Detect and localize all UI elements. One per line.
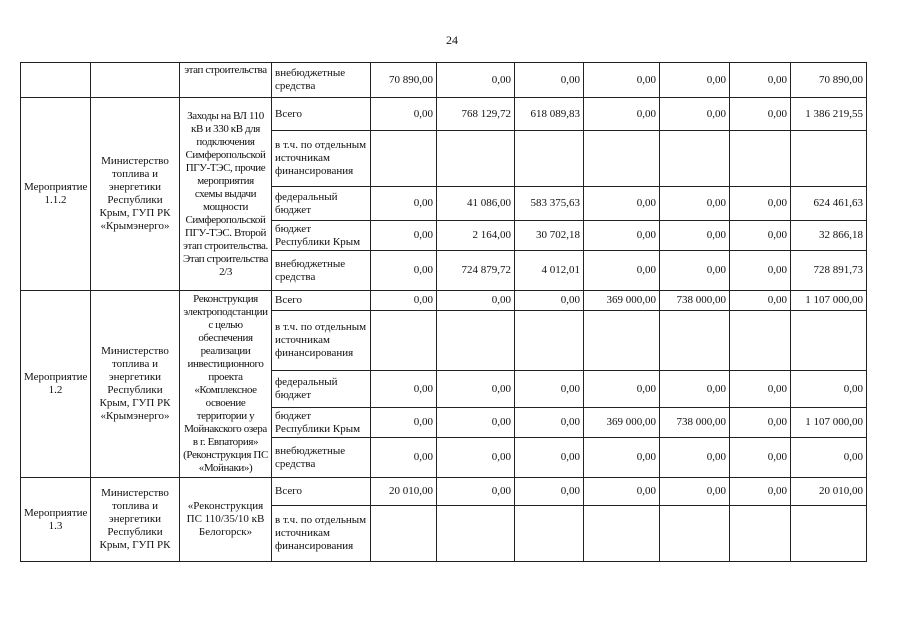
table-row (21, 478, 867, 506)
amount-cell: 0,00 (660, 221, 730, 251)
amount-cell (730, 311, 791, 371)
amount-cell (515, 506, 584, 562)
amount-cell: 0,00 (730, 371, 791, 408)
amount-cell: 0,00 (730, 98, 791, 131)
amount-cell: 0,00 (515, 438, 584, 478)
org-cell: Министерство топлива и энергетики Республики Крым, ГУП РК (91, 478, 180, 562)
amount-cell: 1 107 000,00 (791, 408, 867, 438)
amount-cell: 70 890,00 (371, 63, 437, 98)
amount-cell: 624 461,63 (791, 187, 867, 221)
amount-cell (660, 311, 730, 371)
amount-cell: 1 386 219,55 (791, 98, 867, 131)
source-cell: Всего (272, 291, 371, 311)
amount-cell (437, 311, 515, 371)
source-cell: внебюджетные средства (272, 438, 371, 478)
amount-cell: 369 000,00 (584, 291, 660, 311)
amount-cell: 0,00 (584, 98, 660, 131)
amount-cell (730, 131, 791, 187)
amount-cell: 0,00 (660, 98, 730, 131)
table-row (21, 98, 867, 131)
amount-cell: 618 089,83 (515, 98, 584, 131)
amount-cell: 724 879,72 (437, 251, 515, 291)
amount-cell: 0,00 (584, 221, 660, 251)
amount-cell: 0,00 (437, 371, 515, 408)
amount-cell (371, 131, 437, 187)
amount-cell: 0,00 (660, 478, 730, 506)
amount-cell: 0,00 (584, 438, 660, 478)
table-row (21, 291, 867, 311)
amount-cell: 0,00 (584, 478, 660, 506)
amount-cell: 0,00 (730, 478, 791, 506)
amount-cell (437, 131, 515, 187)
amount-cell: 0,00 (371, 98, 437, 131)
org-cell: Министерство топлива и энергетики Республики Крым, ГУП РК «Крымэнерго» (91, 98, 180, 291)
amount-cell: 1 107 000,00 (791, 291, 867, 311)
amount-cell: 0,00 (584, 187, 660, 221)
amount-cell: 0,00 (371, 221, 437, 251)
source-cell: внебюджетные средства (272, 63, 371, 98)
amount-cell (584, 311, 660, 371)
amount-cell: 738 000,00 (660, 408, 730, 438)
amount-cell: 0,00 (437, 291, 515, 311)
source-cell: бюджет Республики Крым (272, 221, 371, 251)
amount-cell: 0,00 (730, 187, 791, 221)
amount-cell: 20 010,00 (791, 478, 867, 506)
amount-cell: 0,00 (371, 251, 437, 291)
amount-cell: 0,00 (730, 63, 791, 98)
amount-cell (730, 506, 791, 562)
project-cell: Заходы на ВЛ 110 кВ и 330 кВ для подключения Симферопольской ПГУ-ТЭС, прочие мероприятия схемы выдачи мощности Симферопольской ПГУ-ТЭС. Второй этап строительства. Этап строительства 2/3 (180, 98, 272, 291)
amount-cell (371, 506, 437, 562)
source-cell: внебюджетные средства (272, 251, 371, 291)
amount-cell: 41 086,00 (437, 187, 515, 221)
amount-cell: 4 012,01 (515, 251, 584, 291)
project-cell: Реконструкция электроподстанции с целью обеспечения реализации инвестиционного проекта «Комплексное освоение территории у Мойнакского озера в г. Евпатория» (Реконструкция ПС «Мойнаки») (180, 291, 272, 478)
source-cell: федеральный бюджет (272, 187, 371, 221)
amount-cell: 0,00 (660, 438, 730, 478)
amount-cell (584, 506, 660, 562)
amount-cell: 0,00 (371, 438, 437, 478)
project-cell: «Реконструкция ПС 110/35/10 кВ Белогорск» (180, 478, 272, 562)
amount-cell: 728 891,73 (791, 251, 867, 291)
measure-cell-empty (21, 63, 91, 98)
amount-cell (660, 506, 730, 562)
source-cell: в т.ч. по отдельным источникам финансирования (272, 311, 371, 371)
amount-cell: 0,00 (791, 371, 867, 408)
amount-cell: 0,00 (515, 478, 584, 506)
amount-cell (515, 131, 584, 187)
amount-cell: 30 702,18 (515, 221, 584, 251)
source-cell: бюджет Республики Крым (272, 408, 371, 438)
source-cell: Всего (272, 478, 371, 506)
source-cell: в т.ч. по отдельным источникам финансирования (272, 131, 371, 187)
amount-cell: 0,00 (437, 63, 515, 98)
amount-cell: 0,00 (584, 251, 660, 291)
amount-cell: 0,00 (371, 187, 437, 221)
amount-cell: 0,00 (584, 63, 660, 98)
amount-cell: 20 010,00 (371, 478, 437, 506)
page-number: 24 (446, 33, 458, 47)
amount-cell (515, 311, 584, 371)
measure-cell: Мероприятие 1.2 (21, 291, 91, 478)
amount-cell: 0,00 (371, 408, 437, 438)
amount-cell: 32 866,18 (791, 221, 867, 251)
amount-cell: 768 129,72 (437, 98, 515, 131)
table-body (21, 63, 867, 562)
amount-cell (791, 131, 867, 187)
org-cell: Министерство топлива и энергетики Республики Крым, ГУП РК «Крымэнерго» (91, 291, 180, 478)
amount-cell: 0,00 (437, 438, 515, 478)
amount-cell: 0,00 (730, 408, 791, 438)
source-cell: Всего (272, 98, 371, 131)
amount-cell: 0,00 (515, 63, 584, 98)
amount-cell: 0,00 (437, 478, 515, 506)
source-cell: федеральный бюджет (272, 371, 371, 408)
amount-cell: 0,00 (730, 221, 791, 251)
funding-table (20, 62, 867, 562)
amount-cell: 738 000,00 (660, 291, 730, 311)
amount-cell (791, 506, 867, 562)
source-cell: в т.ч. по отдельным источникам финансирования (272, 506, 371, 562)
amount-cell: 369 000,00 (584, 408, 660, 438)
amount-cell: 2 164,00 (437, 221, 515, 251)
amount-cell: 0,00 (515, 291, 584, 311)
amount-cell: 0,00 (730, 438, 791, 478)
amount-cell: 583 375,63 (515, 187, 584, 221)
amount-cell: 0,00 (371, 371, 437, 408)
amount-cell (660, 131, 730, 187)
org-cell-empty (91, 63, 180, 98)
amount-cell: 70 890,00 (791, 63, 867, 98)
measure-cell: Мероприятие 1.1.2 (21, 98, 91, 291)
amount-cell: 0,00 (515, 408, 584, 438)
amount-cell: 0,00 (584, 371, 660, 408)
amount-cell: 0,00 (730, 291, 791, 311)
amount-cell: 0,00 (730, 251, 791, 291)
amount-cell: 0,00 (660, 187, 730, 221)
amount-cell: 0,00 (371, 291, 437, 311)
table-row (21, 63, 867, 98)
amount-cell: 0,00 (660, 63, 730, 98)
amount-cell: 0,00 (437, 408, 515, 438)
amount-cell (791, 311, 867, 371)
amount-cell: 0,00 (660, 251, 730, 291)
amount-cell (371, 311, 437, 371)
amount-cell (584, 131, 660, 187)
measure-cell: Мероприятие 1.3 (21, 478, 91, 562)
project-cell: этап строительства (180, 63, 272, 98)
amount-cell: 0,00 (660, 371, 730, 408)
amount-cell: 0,00 (515, 371, 584, 408)
amount-cell (437, 506, 515, 562)
amount-cell: 0,00 (791, 438, 867, 478)
